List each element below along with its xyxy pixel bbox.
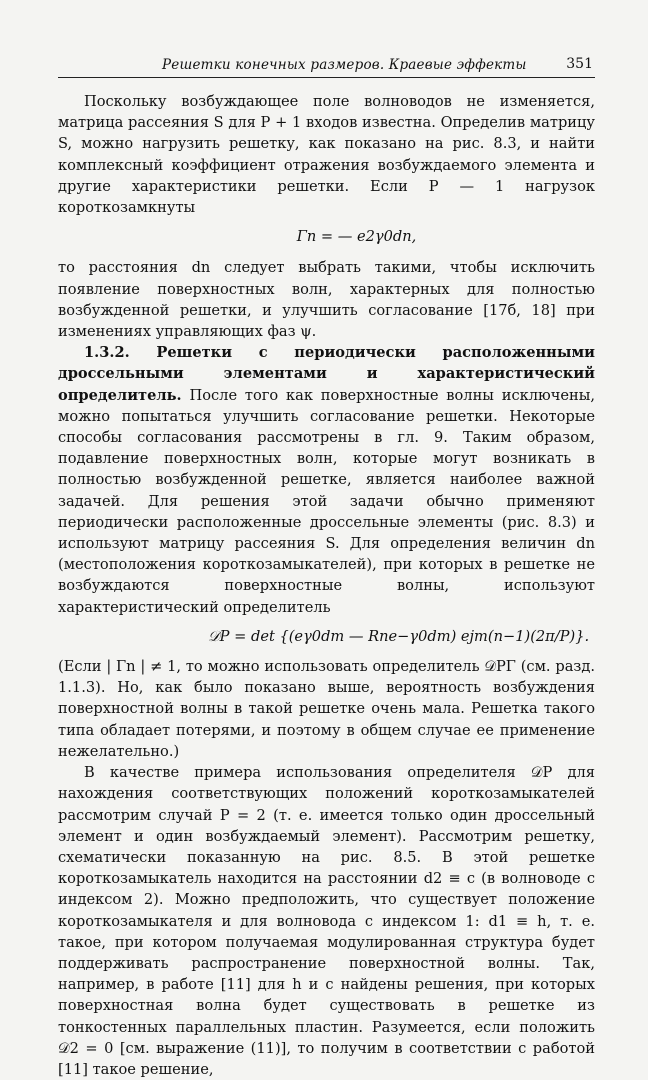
paragraph-1: Поскольку возбуждающее поле волноводов не изменяется, матрица рассеяния S для P + 1 входов известна. Определив матрицу S, можно нагрузить решетку, как показано на рис. 8.3, и найти комплексный коэффициент отражения возбуждаемого элемента и другие характеристики решетки. Если P — 1 нагрузок короткозамкнуты [58, 93, 595, 217]
paragraph-5: В качестве примера использования определителя 𝒟P для нахождения соответствующих положений короткозамыкателей рассмотрим случай P = 2 (т. е. имеется только один дроссельный элемент и один возбуждаемый элемент). Рассмотрим решетку, схематически показанную на рис. 8.5. В этой решетке короткозамыкатель находится на расстоянии d2 ≡ c (в волноводе с индексом 2). Можно предположить, что существует положение короткозамыкателя и для волновода с индексом 1: d1 ≡ h, т. е. такое, при котором получаемая модулированная структура будет поддерживать распространение поверхностной волны. Так, например, в работе [11] для h и c найдены решения, при которых поверхностная волна будет существовать в решетке из тонкостенных параллельных пластин. Разумеется, если положить 𝒟2 = 0 [см. выражение (11)], то получим в соответствии с работой [11] такое решение, [58, 764, 595, 1078]
section-paragraph [58, 342, 595, 618]
formula-determinant: 𝒟P = det {(eγ0dm — Rne−γ0dm) ejm(n−1)(2π/P)}. [208, 627, 590, 645]
paragraph-2: то расстояния dn следует выбрать такими, чтобы исключить появление поверхностных волн, характерных для полностью возбужденной решетки, и улучшить согласование [17б, 18] при изменениях управляющих фаз ψ. [58, 259, 595, 341]
running-header [58, 55, 595, 78]
page-body [58, 91, 595, 1080]
paragraph-3: После того как поверхностные волны исключены, можно попытаться улучшить согласование решетки. Некоторые способы согласования рассмотрены в гл. 9. Таким образом, подавление поверхностных волн, которые могут возникать в полностью возбужденной решетке, является наиболее важной задачей. Для решения этой задачи обычно применяют периодически расположенные дроссельные элементы (рис. 8.3) и используют матрицу рассеяния S. Для определения величин dn (местоположения короткозамыкателей), при которых в решетке не возбуждаются поверхностные волны, используют характеристический определитель [58, 386, 596, 616]
page-number: 351 [566, 56, 593, 72]
paragraph-4: (Если | Γn | ≠ 1, то можно использовать определитель 𝒟PΓ (см. разд. 1.1.3). Но, как было показано выше, вероятность возбуждения поверхностной волны в такой решетке очень мала. Решетка такого типа обладает потерями, и поэтому в общем случае ее применение нежелательно.) [58, 658, 595, 760]
formula-reflection: Γn = — e2γ0dn, [296, 228, 417, 246]
running-title: Решетки конечных размеров. Краевые эффекты [162, 57, 527, 73]
section-heading: 1.3.2. Решетки с периодически расположенными дроссельными элементами и характеристический определитель. [58, 344, 595, 404]
